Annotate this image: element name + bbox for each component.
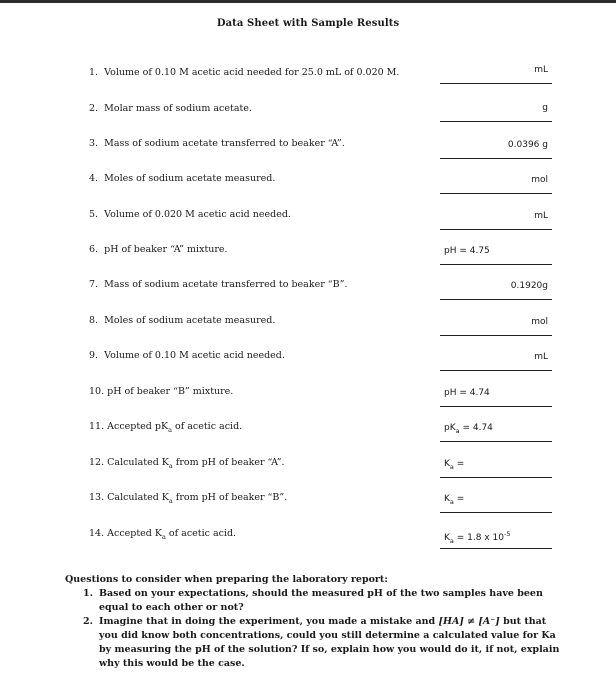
answer-field[interactable]: g xyxy=(440,103,552,122)
question-list xyxy=(65,587,565,671)
question-label: 6. pH of beaker “A” mixture. xyxy=(89,244,228,255)
question-label: 10. pH of beaker “B” mixture. xyxy=(89,386,234,397)
page-title: Data Sheet with Sample Results xyxy=(216,18,400,29)
data-row xyxy=(0,67,616,103)
data-row xyxy=(0,457,616,493)
answer-field[interactable]: mL xyxy=(440,211,552,230)
answer-field[interactable]: pH = 4.74 xyxy=(440,388,552,407)
question-label: 4. Moles of sodium acetate measured. xyxy=(89,173,276,184)
question-label: 9. Volume of 0.10 M acetic acid needed. xyxy=(89,350,285,361)
question-label: 11. Accepted $pK_a$ of acetic acid. xyxy=(89,421,243,434)
question-label: 3. Mass of sodium acetate transferred to beaker “A”. xyxy=(89,138,345,149)
question-item: 1. Based on your expectations, should the measured pH of the two samples have been equal to each other or not? xyxy=(83,588,543,613)
question-item: 2. Imagine that in doing the experiment, you made a mistake and [HA] ≠ [A⁻] but that you did know both concentrations, could you still determine a calculated value for Ka by measuring the pH of the solution? If so, explain how you would do it, if not, explain why this would be the case. xyxy=(83,616,560,669)
answer-field[interactable]: pH = 4.75 xyxy=(440,246,552,265)
data-row xyxy=(0,386,616,422)
answer-field[interactable]: $K_a$ = xyxy=(440,459,552,478)
question-label: 14. Accepted $K_a$ of acetic acid. xyxy=(89,528,237,541)
data-row xyxy=(0,492,616,528)
question-label: 8. Moles of sodium acetate measured. xyxy=(89,315,276,326)
question-label: 7. Mass of sodium acetate transferred to beaker “B”. xyxy=(89,279,348,290)
answer-field[interactable]: $K_a$ = xyxy=(440,494,552,513)
question-label: 12. Calculated $K_a$ from pH of beaker “A”. xyxy=(89,457,285,470)
answer-field[interactable]: mol xyxy=(440,317,552,336)
data-row xyxy=(0,138,616,174)
data-row xyxy=(0,209,616,245)
answer-field[interactable]: mL xyxy=(440,65,552,84)
question-label: 13. Calculated $K_a$ from pH of beaker “B”. xyxy=(89,492,288,505)
data-row xyxy=(0,173,616,209)
data-row xyxy=(0,244,616,280)
math-expression: [HA] ≠ [A⁻] xyxy=(438,616,500,627)
answer-field[interactable]: $pK_a = 4.74$ xyxy=(440,423,552,442)
answer-field[interactable]: 0.0396 g xyxy=(440,140,552,159)
question-label: 2. Molar mass of sodium acetate. xyxy=(89,103,252,114)
answer-field[interactable]: $K_a = 1.8$ x $10^{-5}$ xyxy=(440,530,552,549)
answer-field[interactable]: 0.1920g xyxy=(440,281,552,300)
data-row xyxy=(0,315,616,351)
answer-field[interactable]: mL xyxy=(440,352,552,371)
data-row xyxy=(0,528,616,564)
question-label: 5. Volume of 0.020 M acetic acid needed. xyxy=(89,209,291,220)
question-label: 1. Volume of 0.10 M acetic acid needed for 25.0 mL of 0.020 M. xyxy=(89,67,400,78)
questions-heading: Questions to consider when preparing the laboratory report: xyxy=(65,574,388,585)
data-row xyxy=(0,421,616,457)
data-row xyxy=(0,103,616,139)
data-row xyxy=(0,279,616,315)
data-row xyxy=(0,350,616,386)
answer-field[interactable]: mol xyxy=(440,175,552,194)
questions-section xyxy=(65,573,565,671)
top-border xyxy=(0,0,616,3)
